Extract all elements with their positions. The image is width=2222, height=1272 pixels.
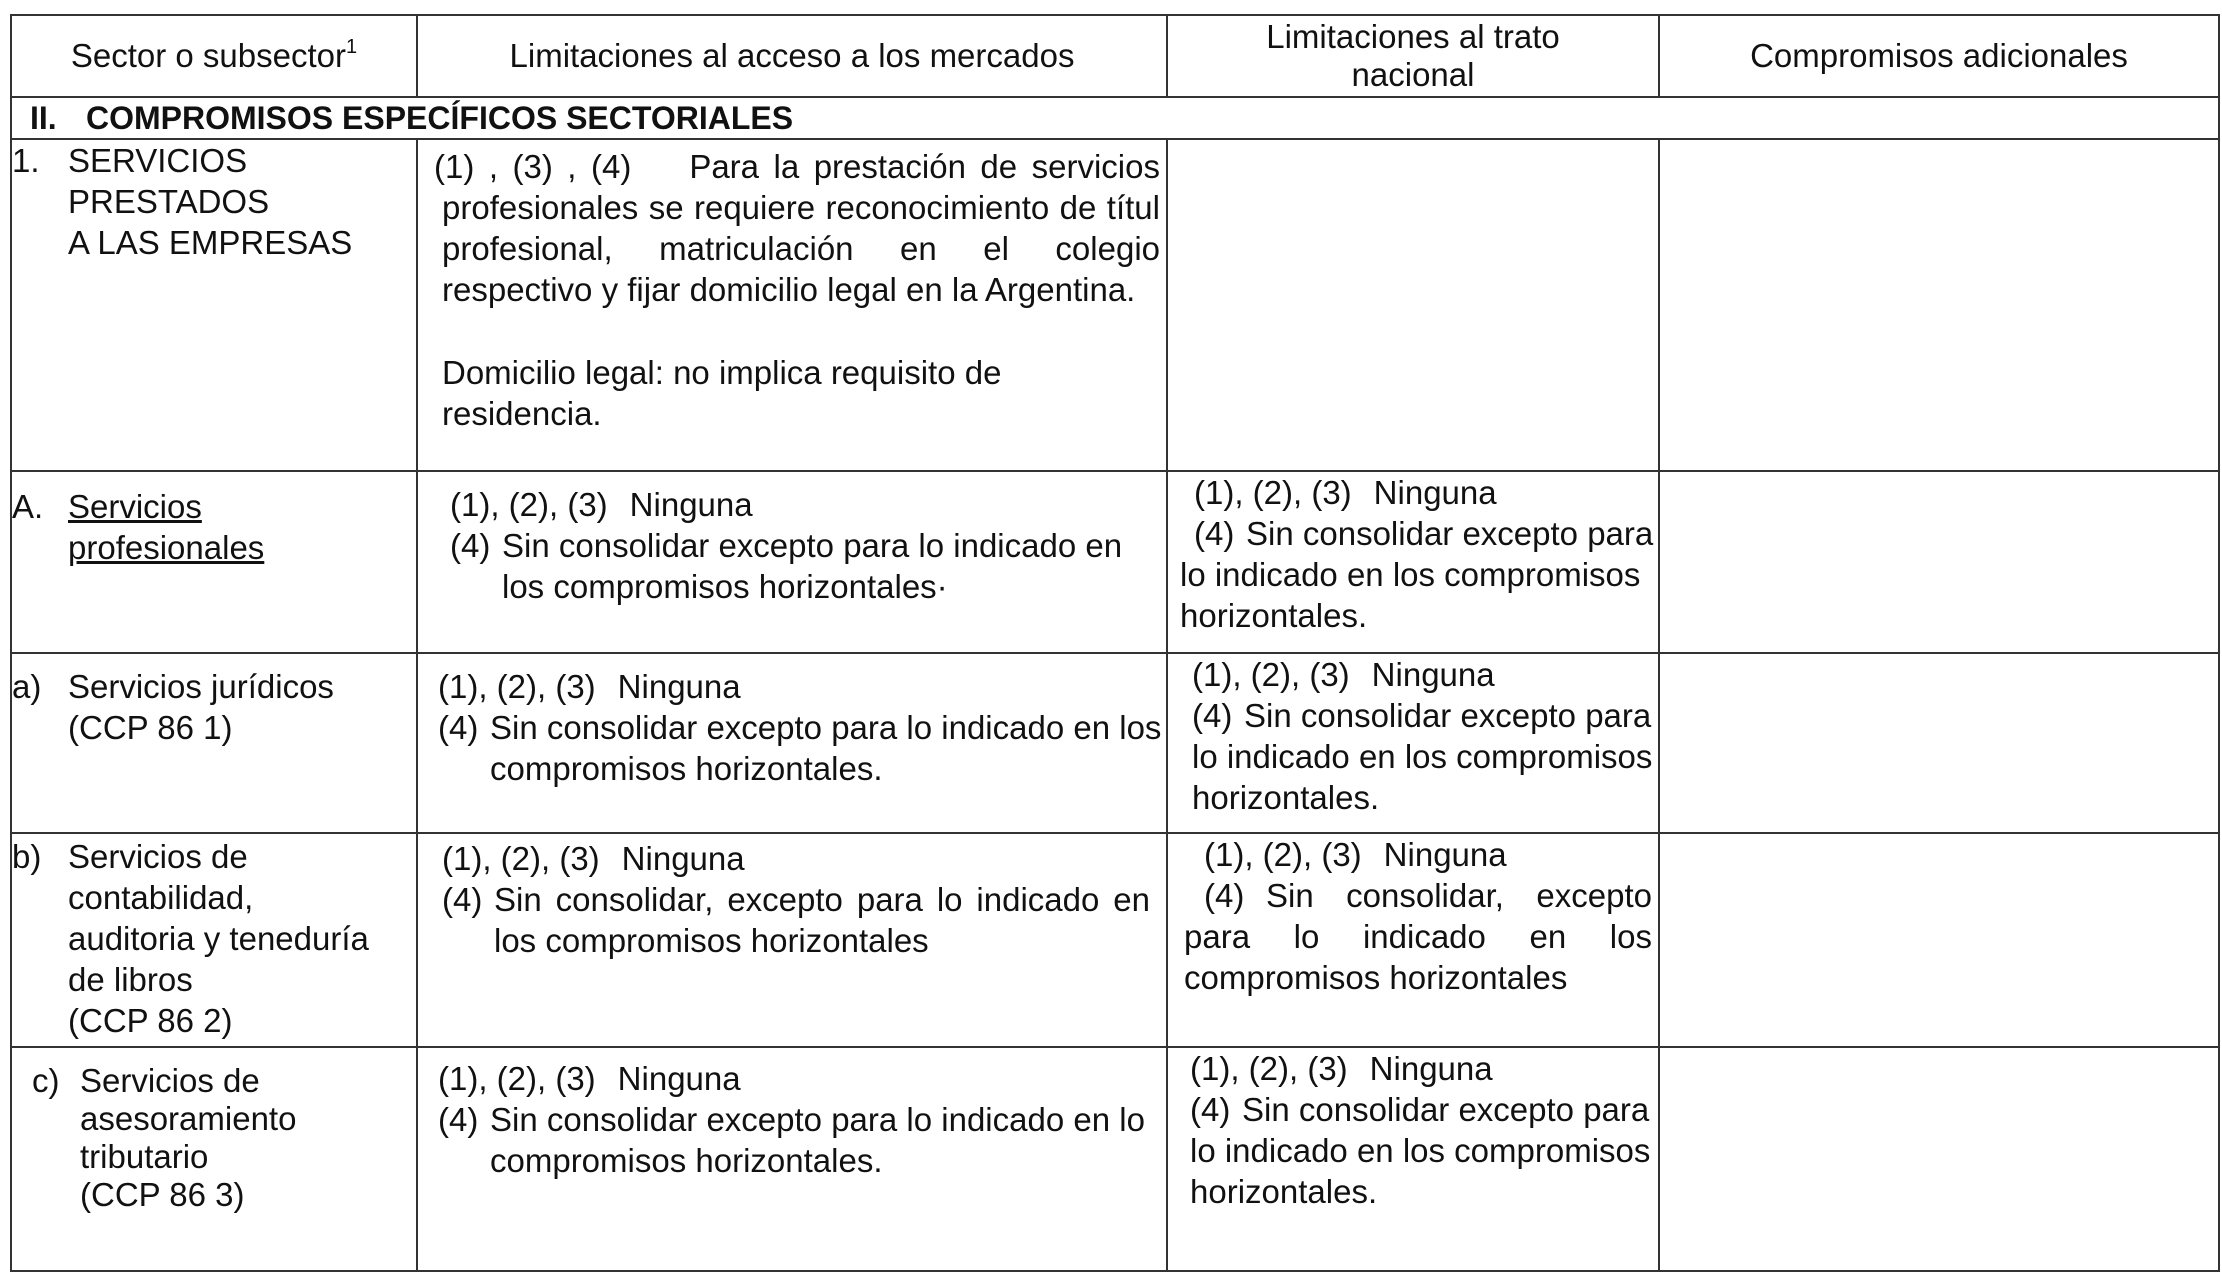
national-mode4: (4) Sin consolidar excepto para lo indicado en los compromisos horizontales. [1192, 697, 1653, 816]
sector-cell [11, 1047, 417, 1271]
market-access-cell [417, 833, 1167, 1047]
national-modes: (1), (2), (3) [1194, 474, 1352, 511]
national-none: Ninguna [1373, 474, 1497, 511]
market-mode4: (4) Sin consolidar excepto para lo indicado en lo compromisos horizontales. [438, 1101, 1145, 1179]
header-sector [11, 15, 417, 97]
sector-line: Servicios de [80, 1062, 260, 1099]
market-access-cell [417, 1047, 1167, 1271]
national-unbound: Sin consolidar excepto para lo indicado en los compromisos horizontales. [1180, 515, 1654, 634]
section-title: COMPROMISOS ESPECÍFICOS SECTORIALES [86, 100, 794, 136]
market-modes: (1), (2), (3) [450, 486, 608, 523]
national-treatment-cell [1167, 653, 1659, 833]
national-modes-line [1190, 1050, 1493, 1087]
market-modes: (1), (2), (3) [438, 1060, 596, 1097]
market-access-cell [417, 653, 1167, 833]
national-modes-line [1184, 836, 1507, 873]
market-access-cell [417, 471, 1167, 653]
sector-name [68, 140, 388, 263]
national-unbound: Sin consolidar excepto para lo indicado en los compromisos horizontales. [1192, 697, 1653, 816]
sector-line: Servicios [68, 488, 202, 525]
national-none: Ninguna [1371, 656, 1495, 693]
sector-line: (CCP 86 3) [80, 1176, 245, 1213]
sector-line: auditoria y teneduría [68, 920, 369, 957]
header-sector-label: Sector o subsector [70, 37, 346, 74]
market-modes: (1) , (3) , (4) [434, 148, 632, 185]
sector-line: PRESTADOS [68, 183, 270, 220]
header-row [11, 15, 2219, 97]
market-unbound: Sin consolidar excepto para lo indicado en los compromisos horizontales· [502, 527, 1123, 605]
national-modes-line [1192, 656, 1495, 693]
sector-cell [11, 471, 417, 653]
market-none: Ninguna [617, 1060, 741, 1097]
table-row [11, 833, 2219, 1047]
additional-commitments-cell [1659, 1047, 2219, 1271]
sector-cell [11, 653, 417, 833]
sector-line: (CCP 86 1) [68, 709, 233, 746]
national-modes: (1), (2), (3) [1204, 836, 1362, 873]
section-number: II. [30, 100, 57, 136]
additional-commitments-cell [1659, 653, 2219, 833]
national-treatment-cell [1167, 1047, 1659, 1271]
sector-name [68, 666, 388, 748]
header-national-treatment: Limitaciones al trato nacional [1167, 15, 1659, 97]
market-unbound: Sin consolidar excepto para lo indicado en los compromisos horizontales. [490, 709, 1162, 787]
market-access-cell [417, 139, 1167, 471]
sector-line: contabilidad, [68, 879, 254, 916]
national-mode4: (4) Sin consolidar, excepto para lo indicado en los compromisos horizontales [1184, 877, 1652, 996]
market-mode4: (4) Sin consolidar excepto para lo indicado en los compromisos horizontales. [438, 709, 1162, 787]
table-row [11, 1047, 2219, 1271]
market-mode4: (4) Sin consolidar, excepto para lo indicado en los compromisos horizontales [442, 881, 1150, 959]
sector-name [68, 486, 388, 568]
additional-commitments-cell [1659, 833, 2219, 1047]
market-note: Domicilio legal: no implica requisito de residencia. [442, 354, 1002, 432]
market-unbound: Sin consolidar excepto para lo indicado en lo compromisos horizontales. [490, 1101, 1145, 1179]
market-none: Ninguna [617, 668, 741, 705]
market-requirement: Para la prestación de servicios profesionales se requiere reconocimiento de títul profesional, matriculación en el colegio respectivo y fijar domicilio legal en la Argentina. [442, 148, 1160, 308]
national-modes: (1), (2), (3) [1192, 656, 1350, 693]
commitments-table [10, 14, 2220, 1272]
market-access-text [434, 140, 1160, 310]
header-additional-commitments: Compromisos adicionales [1659, 15, 2219, 97]
additional-commitments-cell [1659, 471, 2219, 653]
national-modes-line [1180, 474, 1497, 511]
sector-line: asesoramiento [80, 1100, 297, 1137]
sector-line: de libros [68, 961, 193, 998]
national-unbound: Sin consolidar excepto para lo indicado en los compromisos horizontales. [1190, 1091, 1651, 1210]
sector-name [80, 1062, 400, 1214]
market-none: Ninguna [621, 840, 745, 877]
sector-number: a) [12, 668, 42, 705]
market-modes-line [450, 486, 753, 523]
sector-line: SERVICIOS [68, 142, 248, 179]
market-modes: (1), (2), (3) [442, 840, 600, 877]
sector-number: b) [12, 838, 42, 875]
table-row [11, 471, 2219, 653]
sector-line: Servicios de [68, 838, 248, 875]
market-unbound: Sin consolidar, excepto para lo indicado en los compromisos horizontales [494, 881, 1150, 959]
sector-number: A. [12, 488, 44, 525]
sector-number: 1. [12, 142, 40, 179]
sector-name [68, 836, 388, 1041]
national-treatment-cell [1167, 471, 1659, 653]
national-mode4: (4) Sin consolidar excepto para lo indicado en los compromisos horizontales. [1180, 515, 1654, 634]
national-modes: (1), (2), (3) [1190, 1050, 1348, 1087]
schedule-page [10, 14, 2218, 1234]
sector-line: (CCP 86 2) [68, 1002, 233, 1039]
national-none: Ninguna [1369, 1050, 1493, 1087]
market-modes-line [438, 1060, 741, 1097]
national-mode4: (4) Sin consolidar excepto para lo indicado en los compromisos horizontales. [1190, 1091, 1651, 1210]
section-row [11, 97, 2219, 139]
national-none: Ninguna [1383, 836, 1507, 873]
market-modes-line [442, 840, 745, 877]
market-modes-line [438, 668, 741, 705]
sector-line: tributario [80, 1138, 209, 1175]
sector-line: profesionales [68, 529, 265, 566]
national-treatment-cell [1167, 139, 1659, 471]
sector-line: A LAS EMPRESAS [68, 224, 353, 261]
header-market-access: Limitaciones al acceso a los mercados [417, 15, 1167, 97]
market-mode4: (4) Sin consolidar excepto para lo indicado en los compromisos horizontales· [450, 527, 1123, 605]
market-modes: (1), (2), (3) [438, 668, 596, 705]
table-row [11, 139, 2219, 471]
sector-number: c) [32, 1062, 60, 1099]
sector-cell [11, 833, 417, 1047]
footnote-marker: 1 [346, 36, 358, 58]
market-none: Ninguna [629, 486, 753, 523]
national-treatment-cell [1167, 833, 1659, 1047]
additional-commitments-cell [1659, 139, 2219, 471]
national-unbound: Sin consolidar, excepto para lo indicado en los compromisos horizontales [1184, 877, 1652, 996]
sector-line: Servicios jurídicos [68, 668, 334, 705]
table-row [11, 653, 2219, 833]
section-heading [11, 97, 2219, 139]
sector-cell [11, 139, 417, 471]
